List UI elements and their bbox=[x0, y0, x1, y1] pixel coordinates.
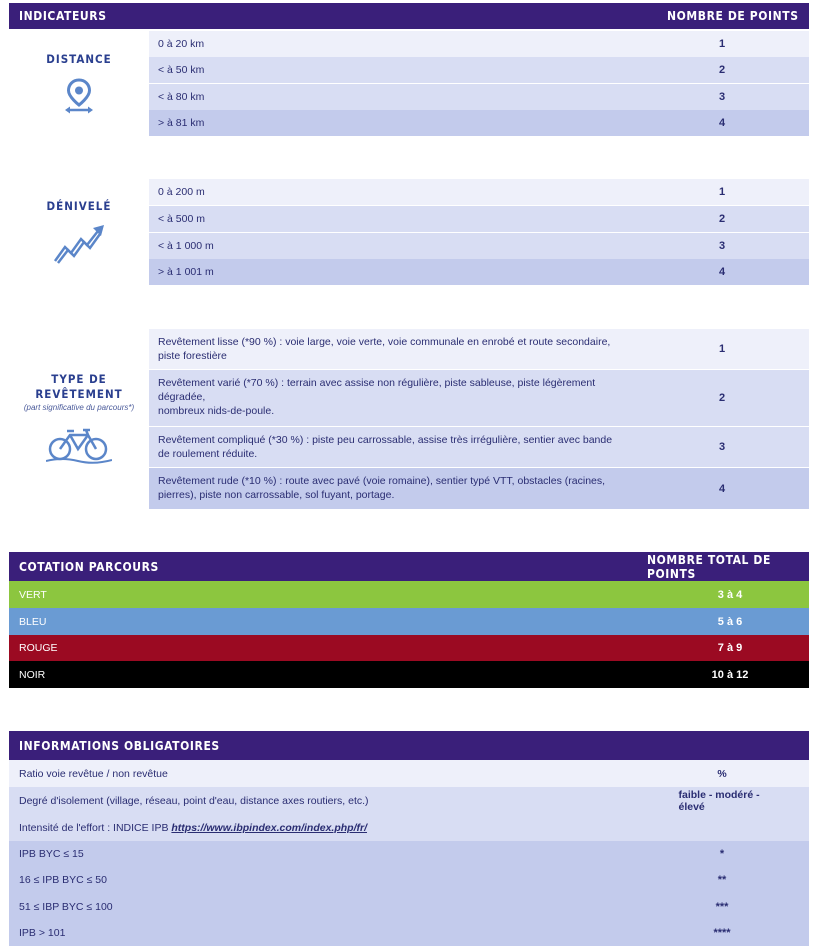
info-row-label-text: Intensité de l'effort : INDICE IPB bbox=[19, 821, 172, 834]
revetement-row-line: Revêtement varié (*70 %) : terrain avec assise non régulière, piste sableuse, piste légèrement bbox=[158, 377, 596, 389]
cotation-header-label: COTATION PARCOURS bbox=[19, 559, 159, 574]
location-distance-icon bbox=[63, 78, 95, 114]
revetement-row-line: nombreux nids-de-poule. bbox=[158, 405, 275, 417]
info-row-isolement bbox=[9, 787, 809, 814]
info-row-label: Degré d'isolement (village, réseau, point d'eau, distance axes routiers, etc.) bbox=[19, 794, 369, 807]
info-row-effort bbox=[9, 814, 809, 841]
distance-indicator bbox=[10, 52, 148, 119]
indicators-header bbox=[9, 3, 809, 29]
distance-row-label: > à 81 km bbox=[158, 117, 205, 129]
indicators-header-label: INDICATEURS bbox=[19, 9, 107, 23]
revetement-row-line: Revêtement rude (*10 %) : route avec pavé (voie romaine), sentier typé VTT, obstacles (racines, bbox=[158, 475, 606, 487]
denivele-row-1 bbox=[149, 179, 809, 205]
revetement-row-line: piste forestière bbox=[158, 350, 227, 362]
revetement-row-line: pierres), piste non carrossable, sol fuyant, portage. bbox=[158, 489, 395, 501]
info-row-value: faible - modéré - élevé bbox=[678, 788, 760, 813]
bicycle-icon bbox=[46, 427, 112, 465]
cotation-row-vert bbox=[9, 581, 809, 608]
info-row-value: *** bbox=[715, 900, 729, 913]
revetement-row-line: dégradée, bbox=[158, 391, 206, 403]
informations-header-label: INFORMATIONS OBLIGATOIRES bbox=[19, 738, 220, 753]
cotation-total-header-label: NOMBRE TOTAL DE POINTS bbox=[647, 552, 771, 581]
cotation-header bbox=[9, 552, 809, 581]
cotation-value: 10 à 12 bbox=[711, 668, 749, 681]
cotation-label: VERT bbox=[19, 588, 47, 601]
info-row-label: 16 ≤ IPB BYC ≤ 50 bbox=[19, 874, 107, 886]
info-row-ipb-2 bbox=[9, 867, 809, 893]
info-row-label: Ratio voie revêtue / non revêtue bbox=[19, 767, 168, 780]
revetement-title-line2: REVÊTEMENT bbox=[35, 387, 123, 401]
ibpindex-link[interactable]: https://www.ibpindex.com/index.php/fr/ bbox=[171, 821, 368, 834]
info-row-value: **** bbox=[713, 927, 731, 939]
cotation-label: BLEU bbox=[19, 615, 47, 628]
revetement-row-3 bbox=[149, 427, 809, 467]
distance-row-1 bbox=[149, 31, 809, 57]
info-row-label: IPB BYC ≤ 15 bbox=[19, 848, 84, 860]
cotation-label: NOIR bbox=[19, 668, 46, 681]
info-row-value: * bbox=[719, 848, 725, 860]
info-row-label bbox=[19, 822, 367, 834]
denivele-row-points: 2 bbox=[718, 213, 726, 225]
elevation-arrow-icon bbox=[51, 223, 107, 265]
cotation-value: 7 à 9 bbox=[717, 642, 743, 654]
distance-row-label: < à 50 km bbox=[158, 64, 205, 76]
distance-title: DISTANCE bbox=[46, 52, 112, 66]
distance-row-points: 1 bbox=[718, 38, 726, 50]
info-row-label: 51 ≤ IBP BYC ≤ 100 bbox=[19, 900, 113, 913]
revetement-row-4 bbox=[149, 468, 809, 509]
denivele-row-points: 3 bbox=[718, 240, 726, 252]
denivele-indicator bbox=[10, 199, 148, 270]
revetement-title-line1: TYPE DE bbox=[51, 372, 107, 386]
distance-row-label: 0 à 20 km bbox=[158, 38, 205, 50]
points-header-label: NOMBRE DE POINTS bbox=[667, 9, 799, 23]
distance-row-2 bbox=[149, 57, 809, 83]
revetement-indicator bbox=[10, 372, 148, 470]
info-row-ipb-4 bbox=[9, 920, 809, 946]
denivele-row-3 bbox=[149, 233, 809, 259]
distance-row-label: < à 80 km bbox=[158, 91, 205, 103]
denivele-title: DÉNIVELÉ bbox=[46, 199, 112, 213]
denivele-row-label: 0 à 200 m bbox=[158, 186, 205, 198]
distance-row-3 bbox=[149, 84, 809, 110]
distance-row-points: 4 bbox=[718, 117, 726, 129]
revetement-row-1 bbox=[149, 329, 809, 369]
info-row-label: IPB > 101 bbox=[19, 927, 66, 939]
denivele-row-label: < à 1 000 m bbox=[158, 240, 214, 252]
revetement-row-points: 4 bbox=[718, 482, 726, 495]
cotation-row-noir bbox=[9, 661, 809, 688]
distance-row-points: 3 bbox=[718, 91, 726, 103]
distance-row-4 bbox=[149, 110, 809, 136]
revetement-row-points: 1 bbox=[718, 343, 726, 355]
cotation-row-rouge bbox=[9, 635, 809, 661]
denivele-row-points: 1 bbox=[718, 186, 726, 198]
denivele-row-4 bbox=[149, 259, 809, 285]
info-row-value: % bbox=[717, 767, 727, 780]
cotation-value: 5 à 6 bbox=[717, 615, 743, 628]
info-row-ipb-3 bbox=[9, 893, 809, 920]
informations-header bbox=[9, 731, 809, 760]
revetement-row-2 bbox=[149, 370, 809, 426]
distance-row-points: 2 bbox=[718, 64, 726, 76]
revetement-row-line: Revêtement lisse (*90 %) : voie large, voie verte, voie communale en enrobé et route secondaire, bbox=[158, 336, 611, 348]
cotation-value: 3 à 4 bbox=[717, 588, 743, 601]
revetement-subtitle: (part significative du parcours*) bbox=[23, 403, 135, 412]
revetement-row-line: de roulement réduite. bbox=[158, 448, 258, 460]
denivele-row-label: > à 1 001 m bbox=[158, 266, 214, 278]
denivele-row-2 bbox=[149, 206, 809, 232]
info-row-ipb-1 bbox=[9, 841, 809, 867]
revetement-row-line: Revêtement compliqué (*30 %) : piste peu carrossable, assise très irrégulière, sentier avec bande bbox=[158, 434, 613, 446]
denivele-row-label: < à 500 m bbox=[158, 213, 205, 225]
revetement-row-points: 3 bbox=[718, 441, 726, 453]
denivele-row-points: 4 bbox=[718, 266, 726, 278]
cotation-label: ROUGE bbox=[19, 642, 58, 654]
info-row-value: ** bbox=[717, 874, 727, 886]
cotation-row-bleu bbox=[9, 608, 809, 635]
revetement-row-points: 2 bbox=[718, 392, 726, 404]
info-row-ratio bbox=[9, 760, 809, 787]
